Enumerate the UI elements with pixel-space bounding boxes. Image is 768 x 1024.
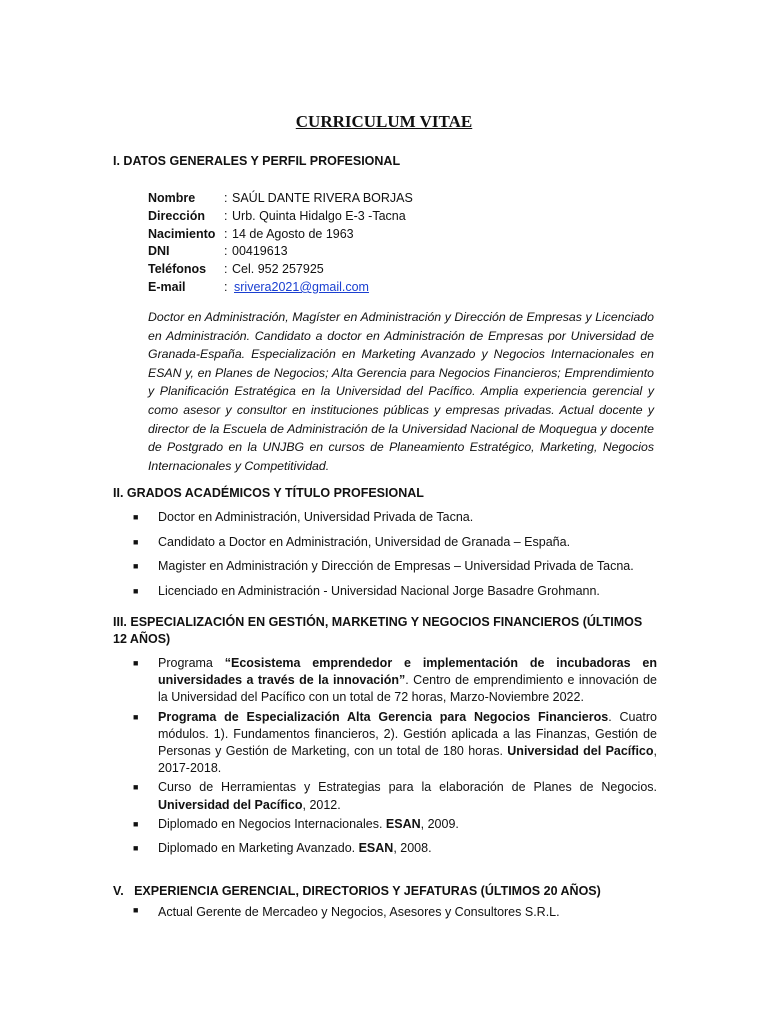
specialization-text (158, 779, 657, 813)
bullet-icon: ■ (133, 586, 139, 597)
degrees-list (133, 509, 657, 608)
specialization-text (158, 840, 657, 857)
spec-text-part: , 2009. (420, 816, 459, 831)
info-separator: : (224, 191, 228, 205)
info-label: Nombre (148, 191, 196, 205)
list-item (133, 779, 657, 813)
specialization-text (158, 816, 657, 833)
info-separator: : (224, 208, 228, 223)
bullet-icon: ■ (133, 818, 139, 829)
specializations-list (133, 655, 657, 859)
bullet-icon: ■ (133, 658, 139, 668)
spec-program-name: “Ecosistema emprendedor e implementación de incubadoras en universidades a través de la innovación” (158, 656, 657, 688)
list-item (133, 583, 657, 608)
section-heading-datos-generales: I. DATOS GENERALES Y PERFIL PROFESIONAL (113, 154, 401, 168)
spec-text-part: Diplomado en Negocios Internacionales. (158, 816, 386, 831)
info-value-phone: Cel. 952 257925 (232, 262, 324, 277)
info-value-address: Urb. Quinta Hidalgo E-3 -Tacna (232, 208, 406, 223)
spec-institution: Universidad del Pacífico (507, 744, 654, 759)
section-heading-grados-academicos: II. GRADOS ACADÉMICOS Y TÍTULO PROFESIONAL (113, 486, 424, 500)
professional-profile: Doctor en Administración, Magíster en Administración y Dirección de Empresas y Licenciado en Administración. Candidato a doctor en Administración de Empresas por Universidad de Granada-España. Especialización en Marketing Avanzado y Negocios Internacionales en ESAN y, en Planes de Negocios; Alta Gerencia para Negocios Financieros; Emprendimiento y Planificación Estratégica en la Universidad del Pacífico. Amplia experiencia gerencial y como asesor y consultor en instituciones públicas y empresas privadas. Actual docente y director de la Escuela de Administración de la Universidad Nacional de Moquegua y docente de Postgrado en la UNJBG en cursos de Planeamiento Estratégico, Marketing, Negocios Internacionales y Competitividad. (148, 310, 654, 473)
spec-text-part: Curso de Herramientas y Estrategias para la elaboración de Planes de Negocios. (158, 780, 657, 795)
bullet-icon: ■ (133, 561, 139, 572)
spec-text-part: , 2012. (302, 797, 341, 812)
bullet-icon: ■ (133, 711, 139, 722)
spec-text-part: . Centro de emprendimiento e innovación de la Universidad del Pacífico con un total de 72 horas, Marzo-Noviembre 2022. (158, 673, 658, 705)
info-row-nacimiento (148, 226, 413, 244)
bullet-icon: ■ (133, 905, 139, 915)
specialization-text (158, 655, 657, 707)
info-row-email (148, 279, 413, 297)
spec-text-part: Programa (158, 656, 225, 670)
personal-info-block (148, 190, 413, 297)
spec-institution: Universidad del Pacífico (158, 797, 303, 812)
spec-text-part: , 2017-2018. (158, 744, 657, 776)
experience-list (133, 905, 657, 919)
degree-text: Doctor en Administración, Universidad Privada de Tacna. (158, 510, 474, 524)
list-item (133, 534, 657, 559)
section-heading-experiencia: V. EXPERIENCIA GERENCIAL, DIRECTORIOS Y JEFATURAS (ÚLTIMOS 20 AÑOS) (113, 884, 601, 898)
info-separator: : (224, 279, 228, 294)
bullet-icon: ■ (133, 782, 139, 793)
info-separator: : (224, 244, 228, 259)
spec-institution: ESAN (358, 841, 394, 856)
bullet-icon: ■ (133, 536, 139, 547)
spec-text-part: . Cuatro módulos. 1). Fundamentos financieros, 2). Gestión aplicada a las Finanzas, Gestión de Personas y Gestión de Marketing, con un total de 180 horas. (158, 709, 657, 759)
info-label: E-mail (148, 279, 186, 294)
info-row-telefonos (148, 261, 413, 279)
info-label: Dirección (148, 208, 205, 223)
info-label: Nacimiento (148, 226, 216, 241)
spec-program-name: Programa de Especialización Alta Gerencia para Negocios Financieros (158, 709, 609, 724)
info-value-dni: 00419613 (232, 244, 288, 259)
specialization-text (158, 709, 657, 778)
degree-text: Licenciado en Administración - Universidad Nacional Jorge Basadre Grohmann. (158, 584, 600, 599)
info-label: Teléfonos (148, 262, 207, 277)
spec-text-part: Diplomado en Marketing Avanzado. (158, 841, 359, 856)
list-item (133, 840, 657, 857)
experience-text: Actual Gerente de Mercadeo y Negocios, Asesores y Consultores S.R.L. (158, 905, 560, 919)
info-label: DNI (148, 244, 170, 259)
section-heading-especializacion: III. ESPECIALIZACIÓN EN GESTIÓN, MARKETING Y NEGOCIOS FINANCIEROS (ÚLTIMOS 12 AÑOS) (113, 615, 643, 646)
list-item (133, 816, 657, 833)
bullet-icon: ■ (133, 843, 139, 854)
spec-text-part: , 2008. (393, 841, 432, 856)
list-item (133, 509, 657, 534)
info-separator: : (224, 262, 228, 277)
list-item (133, 905, 657, 919)
list-item (133, 709, 657, 778)
degree-text: Magister en Administración y Dirección de Empresas – Universidad Privada de Tacna. (158, 559, 634, 574)
info-value-birthdate: 14 de Agosto de 1963 (232, 226, 354, 241)
list-item (133, 655, 657, 707)
spec-institution: ESAN (385, 816, 421, 831)
info-value-name: SAÚL DANTE RIVERA BORJAS (232, 191, 413, 205)
bullet-icon: ■ (133, 512, 139, 522)
document-title: CURRICULUM VITAE (295, 112, 473, 131)
degree-text: Candidato a Doctor en Administración, Universidad de Granada – España. (158, 534, 571, 549)
info-row-dni (148, 243, 413, 261)
email-link[interactable]: srivera2021@gmail.com (234, 279, 369, 294)
info-row-nombre (148, 190, 413, 208)
info-row-direccion (148, 208, 413, 226)
info-separator: : (224, 226, 228, 241)
list-item (133, 558, 657, 583)
